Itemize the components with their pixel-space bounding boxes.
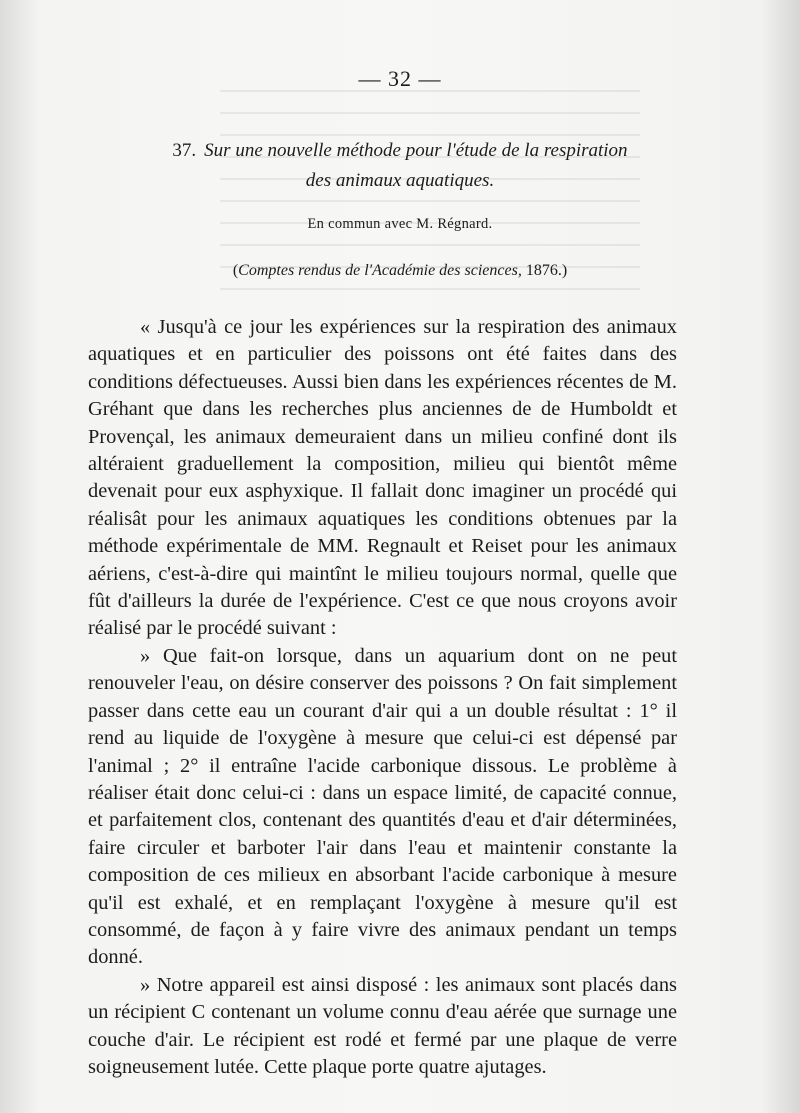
article-title-line-1: Sur une nouvelle méthode pour l'étude de la respiration: [204, 140, 628, 161]
coauthor-line: En commun avec M. Régnard.: [307, 216, 493, 232]
article-body: [88, 314, 677, 1081]
paragraph-1: « Jusqu'à ce jour les expériences sur la respiration des animaux aquatiques et en particulier des poissons ont été faites dans des conditions défectueuses. Aussi bien dans les expériences récentes de M. Gréhant que dans les recherches plus anciennes de de Humboldt et Provençal, les animaux demeuraient dans un milieu confiné dont ils altéraient graduellement la composition, milieu qui bientôt même devenait pour eux asphyxique. Il fallait donc imaginer un procédé qui réalisât pour les animaux aquatiques les conditions obtenues par la méthode expérimentale de MM. Regnault et Reiset pour les animaux aériens, c'est-à-dire qui maintînt le milieu toujours normal, quelle que fût d'ailleurs la durée de l'expérience. C'est ce que nous croyons avoir réalisé par le procédé suivant :: [88, 316, 677, 640]
paragraph-2: » Que fait-on lorsque, dans un aquarium dont on ne peut renouveler l'eau, on désire conserver des poissons ? On fait simplement passer dans cette eau un courant d'air qui a un double résultat : 1° il rend au liquide de l'oxygène à mesure que celui-ci est dépensé par l'animal ; 2° il entraîne l'acide carbonique dissous. Le problème à réaliser était donc celui-ci : dans un espace limité, de capacité connue, et parfaitement clos, contenant des quantités d'eau et d'air déterminées, faire circuler et barboter l'air dans l'eau et maintenir constante la composition de ces milieux en absorbant l'acide carbonique à mesure qu'il est exhalé, et en remplaçant l'oxygène à mesure qu'il est consommé, de façon à y faire vivre des animaux pendant un temps donné.: [88, 644, 677, 969]
page-number: — 32 —: [358, 66, 442, 91]
paragraph-3: » Notre appareil est ainsi disposé : les animaux sont placés dans un récipient C contenant un volume connu d'eau aérée que surnage une couche d'air. Le récipient est rodé et fermé par une plaque de verre soigneusement lutée. Cette plaque porte quatre ajutages.: [88, 973, 677, 1078]
source-year: 1876.): [521, 262, 568, 279]
article-number: 37.: [172, 140, 197, 161]
source-journal: Comptes rendus de l'Académie des sciences,: [238, 262, 522, 279]
source-open-paren: (: [232, 262, 239, 279]
source-citation: [0, 262, 800, 280]
article-title: [100, 136, 700, 196]
article-title-line-2: des animaux aquatiques.: [305, 170, 495, 191]
